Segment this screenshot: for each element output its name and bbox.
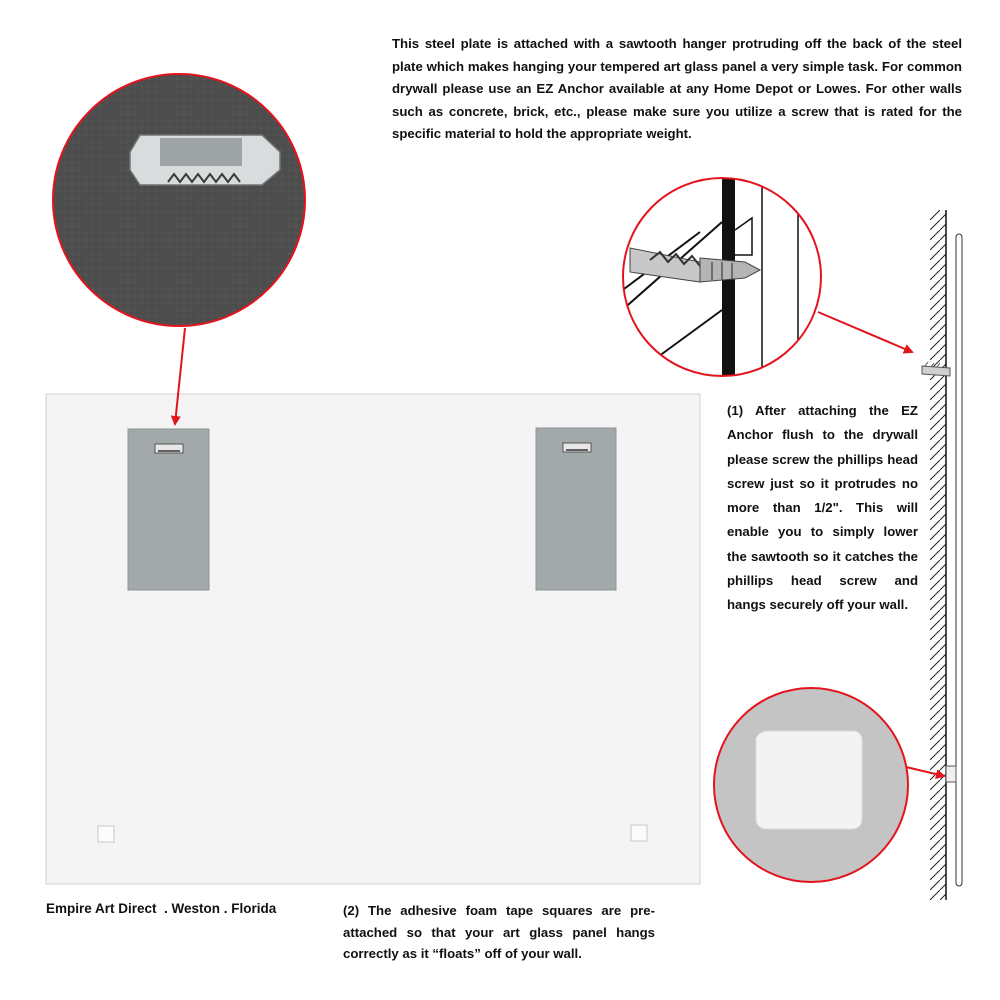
- foam-square-icon: [98, 826, 114, 842]
- wall-hatch-icon: [930, 210, 946, 900]
- company-footer: Empire Art Direct . Weston . Florida: [46, 901, 277, 916]
- foam-square-icon: [631, 825, 647, 841]
- wall-side-view: [922, 210, 962, 900]
- foam-closeup-circle: [710, 685, 915, 890]
- glass-panel-edge: [956, 234, 962, 886]
- foam-square-icon: [756, 731, 862, 829]
- step-2-instructions: (2) The adhesive foam tape squares are pre-attached so that your art glass panel hangs correctly as it “floats” off of your wall.: [343, 903, 655, 961]
- anchor-closeup-circle: [620, 170, 825, 385]
- hanger-closeup-circle: [40, 60, 320, 340]
- glass-panel-back: [46, 394, 700, 884]
- product-description: This steel plate is attached with a sawtooth hanger protruding off the back of the steel plate which makes hanging your tempered art glass panel a very simple task. For common drywall please use an EZ Anchor available at any Home Depot or Lowes. For other walls such as concrete, brick, etc., please make sure you utilize a screw that is rated for the specific material to hold the appropriate weight.: [392, 36, 962, 142]
- foam-side-block: [946, 766, 956, 782]
- step-1-instructions: (1) After attaching the EZ Anchor flush to the drywall please screw the phillips head screw just so it protrudes no more than 1/2". This will enable you to simply lower the sawtooth so it catches the phillips head screw and hangs securely off your wall.: [727, 403, 918, 613]
- arrow-to-screw: [818, 312, 912, 352]
